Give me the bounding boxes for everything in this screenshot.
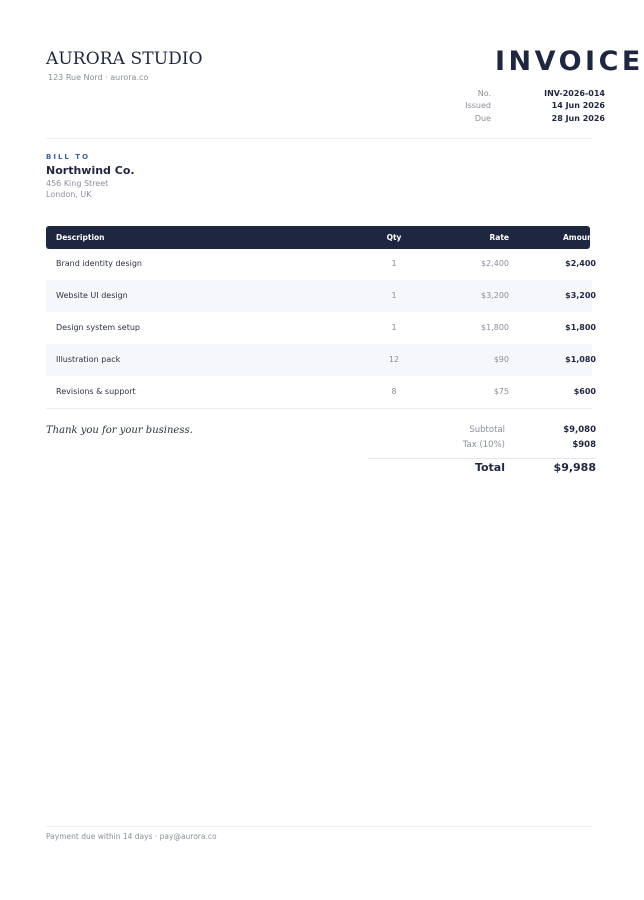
item-qty: 1 [391, 323, 397, 332]
totals-divider [368, 458, 596, 459]
company-address: 123 Rue Nord · aurora.co [48, 73, 149, 82]
total-value: $9,988 [553, 461, 596, 474]
due-date-label: Due [474, 114, 491, 123]
thank-you-note: Thank you for your business. [46, 425, 193, 436]
item-description: Illustration pack [56, 355, 121, 364]
footer-divider [46, 826, 592, 827]
company-name: AURORA STUDIO [46, 49, 203, 69]
table-row [46, 312, 596, 344]
document-title: INVOICE [495, 46, 644, 77]
item-description: Design system setup [56, 323, 141, 332]
invoice-number-value: INV-2026-014 [544, 89, 605, 98]
table-header [46, 226, 596, 249]
item-qty: 8 [391, 387, 397, 396]
issued-date-value: 14 Jun 2026 [551, 101, 605, 110]
item-qty: 1 [391, 291, 397, 300]
item-qty: 1 [391, 259, 397, 268]
subtotal-value: $9,080 [563, 425, 596, 435]
item-amount: $2,400 [565, 259, 596, 268]
client-address-line: 456 King Street [46, 179, 109, 188]
tax-value: $908 [572, 440, 596, 450]
client-name: Northwind Co. [46, 164, 135, 177]
item-description: Brand identity design [56, 259, 142, 268]
payment-terms-footer: Payment due within 14 days · pay@aurora.co [46, 832, 217, 841]
tax-label: Tax (10%) [462, 440, 505, 450]
item-amount: $1,080 [565, 355, 596, 364]
column-header-qty: Qty [386, 233, 402, 242]
item-rate: $3,200 [481, 291, 509, 300]
item-amount: $1,800 [565, 323, 596, 332]
due-date-value: 28 Jun 2026 [551, 114, 605, 123]
item-rate: $75 [493, 387, 509, 396]
item-amount: $600 [573, 387, 596, 396]
item-qty: 12 [388, 355, 400, 364]
total-label: Total [474, 461, 505, 474]
item-description: Revisions & support [56, 387, 136, 396]
column-header-amount: Amount [562, 233, 596, 242]
item-amount: $3,200 [565, 291, 596, 300]
table-bottom-divider [46, 408, 592, 409]
table-row [46, 280, 596, 312]
item-rate: $90 [493, 355, 509, 364]
bill-to-label: BILL TO [46, 153, 91, 161]
column-header-description: Description [56, 233, 105, 242]
client-address-line: London, UK [46, 190, 92, 199]
item-rate: $2,400 [481, 259, 509, 268]
table-row [46, 376, 596, 408]
table-row [46, 248, 596, 280]
item-description: Website UI design [56, 291, 128, 300]
header-divider [46, 138, 592, 139]
table-row [46, 344, 596, 376]
column-header-rate: Rate [489, 233, 509, 242]
invoice-number-label: No. [477, 89, 491, 98]
issued-date-label: Issued [465, 101, 491, 110]
subtotal-label: Subtotal [469, 425, 505, 435]
item-rate: $1,800 [481, 323, 509, 332]
